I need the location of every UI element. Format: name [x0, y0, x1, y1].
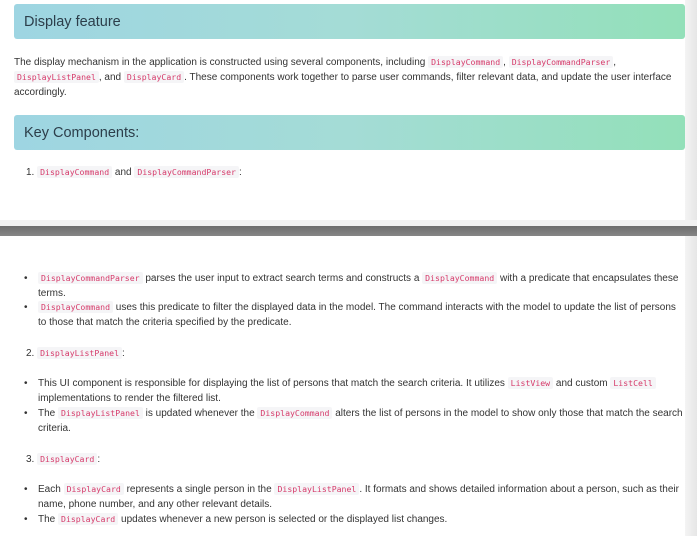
text: represents a single person in the [123, 484, 275, 495]
bullet-icon: • [24, 514, 28, 525]
code-displaycard: DisplayCard [37, 453, 97, 465]
text: is updated whenever the [142, 408, 258, 419]
list-item-3 [26, 452, 100, 467]
scrollbar[interactable] [685, 0, 697, 536]
text: alters the list of persons in the model to show only those that match the search criteria. [38, 408, 683, 434]
list-item [24, 376, 684, 406]
text: The [38, 408, 59, 419]
code-displaylistpanel: DisplayListPanel [58, 407, 143, 419]
key-components-heading [14, 115, 685, 150]
list-item [24, 300, 684, 330]
bullet-text [38, 376, 684, 406]
item-text: : [97, 454, 101, 465]
list-item [24, 512, 684, 527]
code-displaycard: DisplayCard [64, 483, 124, 495]
bullet-text [38, 271, 684, 301]
text: parses the user input to extract search terms and constructs a [142, 273, 423, 284]
code-displaycard: DisplayCard [124, 71, 184, 83]
text: The [38, 514, 59, 525]
list-item [24, 482, 684, 512]
bullet-icon: • [24, 273, 28, 284]
intro-text: , [503, 57, 509, 68]
bullet-icon: • [24, 378, 28, 389]
code-displaylistpanel: DisplayListPanel [37, 347, 122, 359]
display-feature-heading-text: Display feature [24, 13, 121, 30]
intro-paragraph [14, 55, 686, 100]
bullet-icon: • [24, 302, 28, 313]
text: uses this predicate to filter the displayed data in the model. The command interacts with the model to update the list of persons to those that match the criteria specified by the predicate. [38, 302, 676, 328]
page-separator-dark [0, 226, 697, 236]
key-components-heading-text: Key Components: [24, 124, 140, 141]
text: updates whenever a new person is selected or the displayed list changes. [118, 514, 448, 525]
list-number: 1. [26, 167, 35, 178]
text: implementations to render the filtered list. [38, 393, 221, 404]
display-feature-heading [14, 4, 685, 39]
intro-text: . These components work together to parse user commands, filter relevant data, and update the user interface accordingly. [14, 72, 672, 98]
text: Each [38, 484, 64, 495]
text: with a predicate that encapsulates these terms. [38, 273, 679, 299]
list-item [24, 406, 684, 436]
code-displaycommand: DisplayCommand [37, 166, 112, 178]
list-item-1 [26, 165, 242, 180]
code-displaycommand: DisplayCommand [38, 301, 113, 313]
code-displaycommandparser: DisplayCommandParser [134, 166, 239, 178]
text: . It formats and shows detailed information about a person, such as their name, phone number, and any other relevant details. [38, 484, 679, 510]
item-text: : [122, 348, 125, 359]
code-displaycard: DisplayCard [58, 513, 118, 525]
item-text: and [112, 167, 135, 178]
bullet-text [38, 482, 684, 512]
bullet-text [38, 512, 684, 527]
code-displaycommandparser: DisplayCommandParser [509, 56, 614, 68]
text: and custom [553, 378, 611, 389]
intro-text: , and [98, 72, 124, 83]
list-number: 3. [26, 454, 35, 465]
list-item-2 [26, 346, 125, 361]
intro-text: The display mechanism in the application is constructed using several components, including [14, 57, 429, 68]
code-displaycommand: DisplayCommand [422, 272, 497, 284]
code-listcell: ListCell [610, 377, 655, 389]
bullet-text [38, 406, 684, 436]
bullet-text [38, 300, 684, 330]
code-displaycommandparser: DisplayCommandParser [38, 272, 143, 284]
code-displaycommand: DisplayCommand [257, 407, 332, 419]
text: This UI component is responsible for displaying the list of persons that match the search criteria. It utilizes [38, 378, 508, 389]
bullet-icon: • [24, 408, 28, 419]
list-number: 2. [26, 348, 35, 359]
intro-text: , [613, 57, 617, 68]
code-listview: ListView [508, 377, 553, 389]
bullet-icon: • [24, 484, 28, 495]
list-item [24, 271, 684, 301]
item-text: : [238, 167, 242, 178]
code-displaycommand: DisplayCommand [428, 56, 503, 68]
code-displaylistpanel: DisplayListPanel [274, 483, 359, 495]
code-displaylistpanel: DisplayListPanel [14, 71, 99, 83]
